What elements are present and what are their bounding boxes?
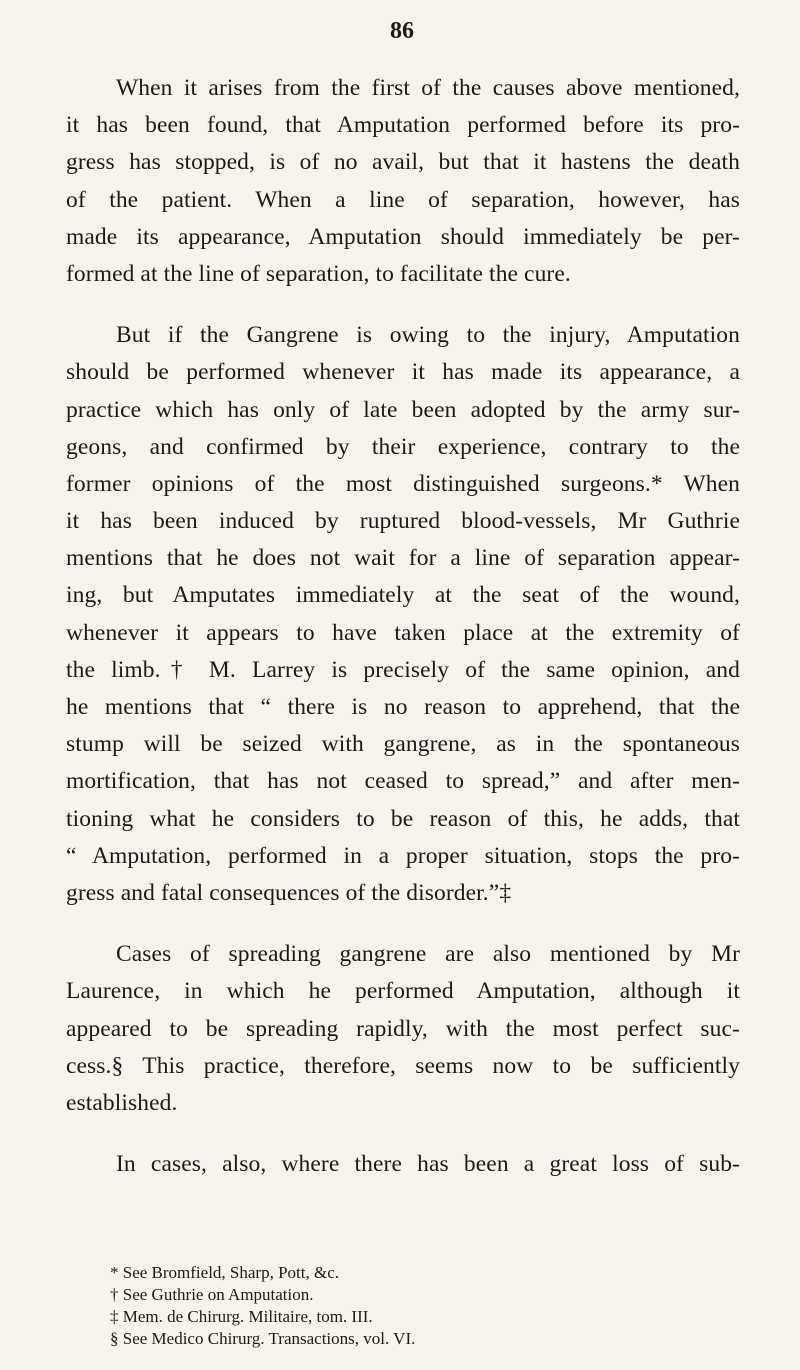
text-line: In cases, also, where there has been a great loss of sub- — [116, 1151, 740, 1178]
text-line: whenever it appears to have taken place at the extremity of — [66, 619, 740, 646]
text-line: of the patient. When a line of separation, however, has — [66, 186, 740, 213]
text-line: geons, and confirmed by their experience, contrary to the — [66, 433, 740, 460]
paragraph-4 — [66, 1146, 740, 1183]
text-line: mentions that he does not wait for a line of separation appear- — [66, 545, 740, 572]
body-text — [66, 70, 740, 1207]
text-line: formed at the line of separation, to facilitate the cure. — [66, 260, 571, 287]
text-line: former opinions of the most distinguished surgeons.* When — [66, 470, 740, 497]
text-line: cess.§ This practice, therefore, seems now to be sufficiently — [66, 1052, 740, 1079]
text-line: it has been induced by ruptured blood-vessels, Mr Guthrie — [66, 508, 740, 535]
text-line: the limb.† M. Larrey is precisely of the same opinion, and — [66, 656, 740, 683]
text-line: mortification, that has not ceased to spread,” and after men- — [66, 768, 740, 795]
text-line: When it arises from the first of the causes above mentioned, — [116, 75, 740, 101]
text-line: Cases of spreading gangrene are also mentioned by Mr — [116, 941, 740, 968]
text-line: gress and fatal consequences of the disorder.”‡ — [66, 879, 512, 906]
text-line: he mentions that “ there is no reason to apprehend, that the — [66, 694, 740, 720]
text-line: ing, but Amputates immediately at the seat of the wound, — [66, 582, 740, 609]
paragraph-3 — [66, 936, 740, 1122]
text-line: established. — [66, 1089, 178, 1116]
text-line: tioning what he considers to be reason of this, he adds, that — [66, 805, 740, 832]
text-line: appeared to be spreading rapidly, with the most perfect suc- — [66, 1015, 740, 1042]
text-line: gress has stopped, is of no avail, but that it hastens the death — [66, 149, 740, 176]
text-line: practice which has only of late been adopted by the army sur- — [66, 396, 740, 423]
footnotes — [110, 1262, 750, 1350]
text-line: But if the Gangrene is owing to the injury, Amputation — [116, 322, 740, 349]
footnote: * See Bromfield, Sharp, Pott, &c. — [110, 1263, 340, 1282]
paragraph-1 — [66, 70, 740, 293]
footnote: § See Medico Chirurg. Transactions, vol. VI. — [110, 1329, 416, 1348]
footnote: † See Guthrie on Amputation. — [110, 1285, 314, 1304]
page-number: 86 — [390, 18, 414, 44]
paragraph-2 — [66, 317, 740, 912]
text-line: it has been found, that Amputation performed before its pro- — [66, 112, 740, 139]
text-line: Laurence, in which he performed Amputation, although it — [66, 978, 740, 1005]
text-line: stump will be seized with gangrene, as in the spontaneous — [66, 731, 740, 758]
text-line: should be performed whenever it has made its appearance, a — [66, 359, 740, 386]
footnote: ‡ Mem. de Chirurg. Militaire, tom. III. — [110, 1307, 373, 1326]
text-line: “ Amputation, performed in a proper situation, stops the pro- — [66, 842, 740, 869]
text-line: made its appearance, Amputation should immediately be per- — [66, 223, 740, 250]
